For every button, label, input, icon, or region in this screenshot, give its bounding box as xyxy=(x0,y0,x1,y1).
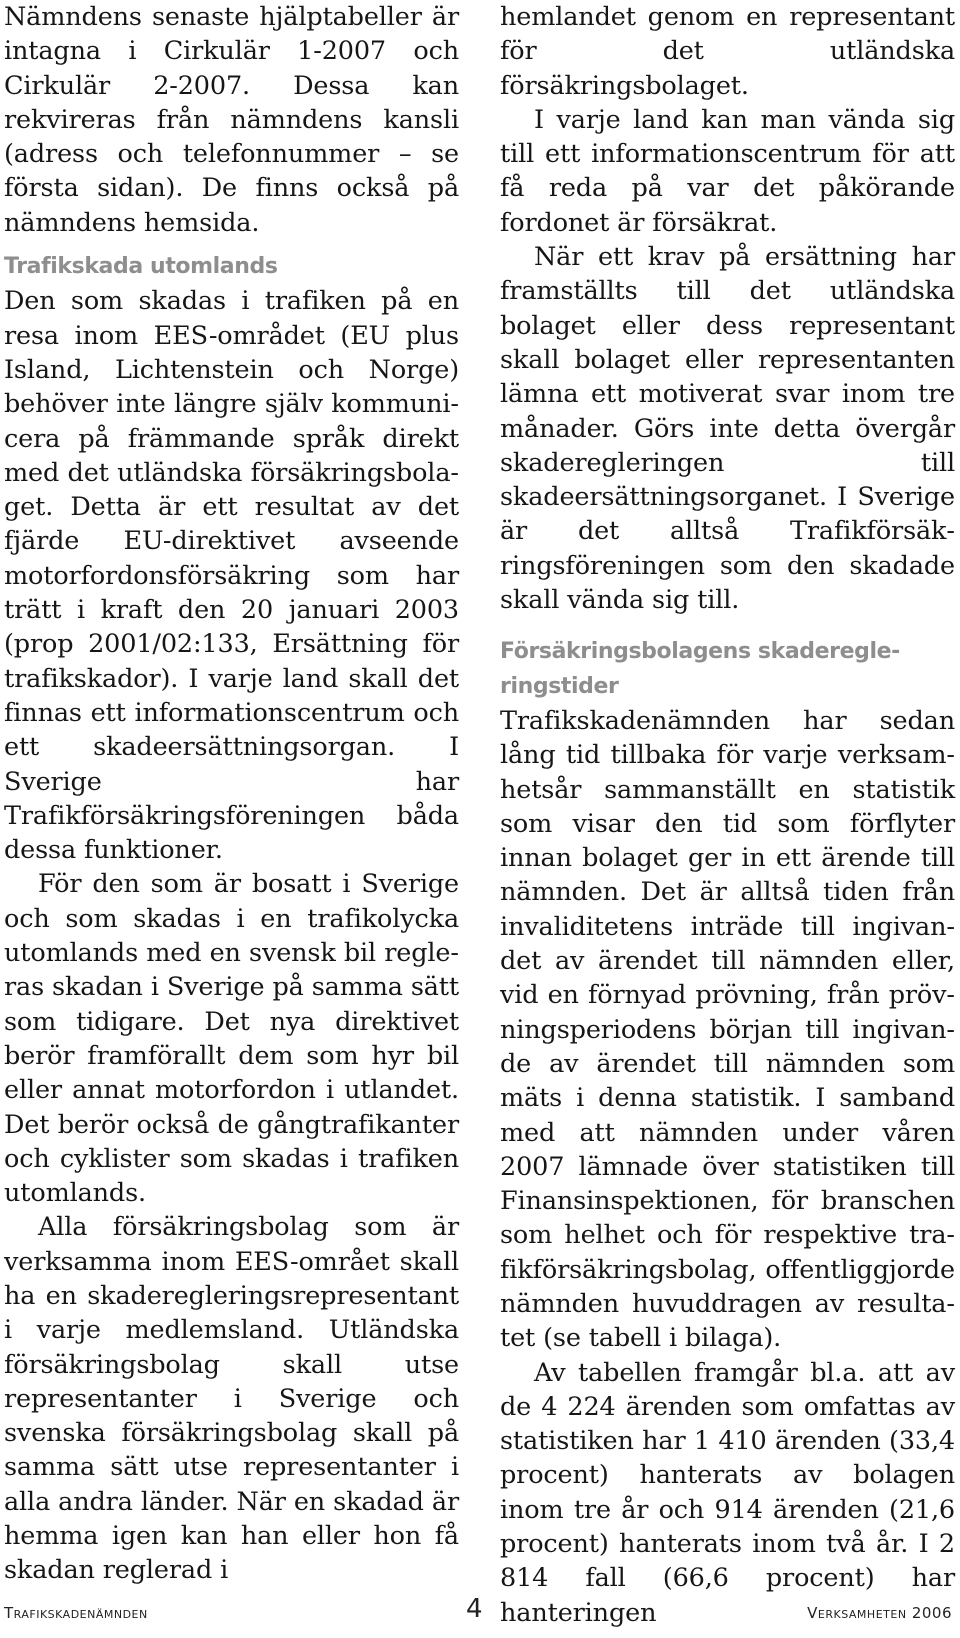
page-number: 4 xyxy=(466,1594,483,1624)
footer-organization: Trafikskadenämnden xyxy=(4,1604,148,1622)
body-paragraph: Alla försäkringsbolag som är verksamma inom EES-områet skall ha en skaderegleringsrepresentant i varje medlemsland. Utländska försäkringsbolag skall utse representanter i Sverige och svenska försäkringsbolag skall på samma sätt utse representanter i alla andra länder. När en skadad är hemma igen kan han eller hon få skadan reglerad i xyxy=(4,1212,459,1586)
body-paragraph: hemlandet genom en representant för det utländska försäkringsbolaget. xyxy=(500,2,955,101)
right-column xyxy=(500,0,955,1630)
body-paragraph: Den som skadas i trafiken på en resa inom EES-området (EU plus Island, Lichtenstein och Norge) behöver inte längre själv kommunicera på främmande språk direkt med det utländska försäkringsbolaget. Detta är ett resultat av det fjärde EU-direktivet avseende motorfordonsförsäkring som har trätt i kraft den 20 januari 2003 (prop 2001/02:133, Ersättning för trafikskador). I varje land skall det finnas ett informationscentrum och ett skadeersättningsorgan. I Sverige har Trafikförsäkringsföreningen båda dessa funktioner. xyxy=(4,286,459,866)
body-paragraph: Trafikskadenämnden har sedan lång tid tillbaka för varje verksamhetsår sammanställt en statistik som visar den tid som förflyter innan bolaget ger in ett ärende till nämnden. Det är alltså tiden från invaliditetens inträde till ingivandet av ärendet till nämnden eller, vid en förnyad prövning, från prövningsperiodens början till ingivande av ärendet till nämnden som mäts i denna statistik. I samband med att nämnden under våren 2007 lämnade över statistiken till Finansinspektionen, för branschen som helhet och för respektive trafikförsäkringsbolag, offentliggjorde nämnden huvuddragen av resultatet (se tabell i bilaga). xyxy=(500,705,955,1354)
intro-paragraph: Nämndens senaste hjälptabeller är intagna i Cirkulär 1-2007 och Cirkulär 2-2007. Dessa kan rekvireras från nämndens kansli (adress och telefonnummer – se första sidan). De finns också på nämndens hemsida. xyxy=(4,2,459,238)
section-heading-trafikskada-utomlands: Trafikskada utomlands xyxy=(4,254,278,280)
section-heading-skaderegleringstider: Försäkringsbolagens skaderegleringstider xyxy=(500,639,901,699)
footer-report-title: Verksamheten 2006 xyxy=(807,1604,952,1622)
left-column xyxy=(4,0,459,1588)
body-paragraph: När ett krav på ersättning har framställts till det utländska bolaget eller dess representant skall bolaget eller representanten lämna ett motiverat svar inom tre månader. Görs inte detta övergår skaderegleringen till skadeersättningsorganet. I Sverige är det alltså Trafikförsäkringsföreningen som den skadade skall vända sig till. xyxy=(500,242,955,616)
body-paragraph: För den som är bosatt i Sverige och som skadas i en trafikolycka utomlands med en svensk bil regleras skadan i Sverige på samma sätt som tidigare. Det nya direktivet berör framförallt dem som hyr bil eller annat motorfordon i utlandet. Det berör också de gångtrafikanter och cyklister som skadas i trafiken utomlands. xyxy=(4,869,459,1209)
body-paragraph: I varje land kan man vända sig till ett informationscentrum för att få reda på var det påkörande fordonet är försäkrat. xyxy=(500,104,955,238)
body-paragraph: Av tabellen framgår bl.a. att av de 4 224 ärenden som omfattas av statistiken har 1 410 ärenden (33,4 procent) hanterats av bolagen inom tre år och 914 ärenden (21,6 procent) hanterats inom två år. I 2 814 fall (66,6 procent) har hanteringen xyxy=(500,1357,955,1628)
